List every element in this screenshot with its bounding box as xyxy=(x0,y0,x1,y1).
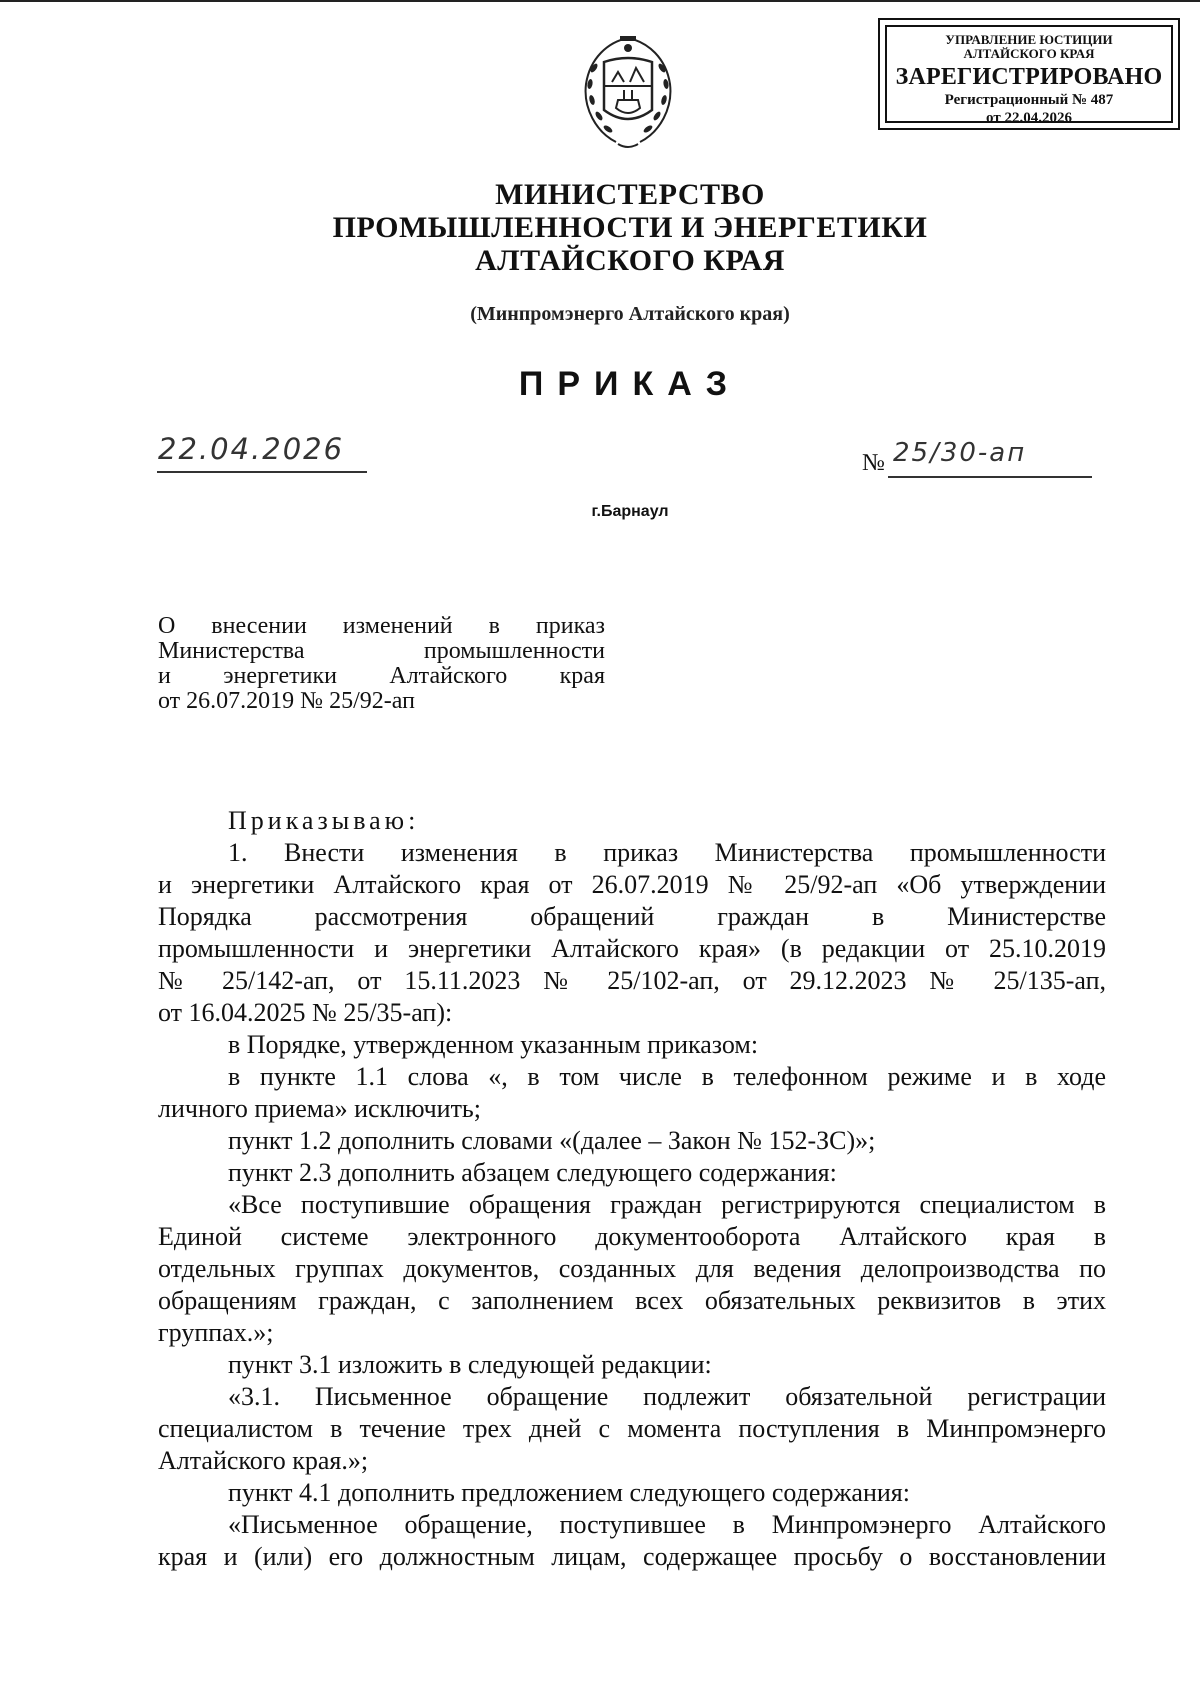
subject-line: Министерства промышленности xyxy=(158,638,605,664)
stamp-registered-text: ЗАРЕГИСТРИРОВАНО xyxy=(895,64,1163,90)
number-underline xyxy=(888,476,1092,478)
subject-line: и энергетики Алтайского края xyxy=(158,663,605,689)
stamp-authority xyxy=(887,33,1171,61)
body-line: пункт 1.2 дополнить словами «(далее – Закон № 152-ЗС)»; xyxy=(228,1126,876,1155)
body-line: в Порядке, утвержденном указанным приказом: xyxy=(228,1030,759,1059)
coat-of-arms-icon xyxy=(568,28,688,152)
body-line: от 16.04.2025 № 25/35-ап): xyxy=(158,998,453,1027)
body-line: Единой системе электронного документооборота Алтайского края в xyxy=(158,1222,1106,1251)
stamp-authority-line1: УПРАВЛЕНИЕ ЮСТИЦИИ xyxy=(945,32,1113,47)
body-line: промышленности и энергетики Алтайского края» (в редакции от 25.10.2019 xyxy=(158,934,1106,963)
body-line: № 25/142-ап, от 15.11.2023 № 25/102-ап, от 29.12.2023 № 25/135-ап, xyxy=(158,966,1106,995)
body-line: в пункте 1.1 слова «, в том числе в телефонном режиме и в ходе xyxy=(228,1062,1106,1091)
body-line: и энергетики Алтайского края от 26.07.2019 № 25/92-ап «Об утверждении xyxy=(158,870,1106,899)
body-line: пункт 4.1 дополнить предложением следующего содержания: xyxy=(228,1478,910,1507)
stamp-inner-frame xyxy=(885,25,1173,126)
body-line: пункт 2.3 дополнить абзацем следующего содержания: xyxy=(228,1158,837,1187)
body-line: группах.»; xyxy=(158,1318,274,1347)
stamp-reg-number: Регистрационный № 487 xyxy=(944,92,1114,108)
stamp-authority-line2: АЛТАЙСКОГО КРАЯ xyxy=(963,46,1095,61)
stamp-reg-date: от 22.04.2026 xyxy=(986,110,1072,126)
ministry-title-line3: АЛТАЙСКОГО КРАЯ xyxy=(475,244,785,277)
order-subject xyxy=(158,614,605,714)
document-type-title: ПРИКАЗ xyxy=(518,365,742,403)
body-line: Алтайского края.»; xyxy=(158,1446,369,1475)
order-date: 22.04.2026 xyxy=(158,432,345,466)
order-clause-intro: Приказываю: xyxy=(228,806,420,835)
body-line: пункт 3.1 изложить в следующей редакции: xyxy=(228,1350,712,1379)
ministry-abbreviation: (Минпромэнерго Алтайского края) xyxy=(470,303,790,325)
body-line: обращениям граждан, с заполнением всех обязательных реквизитов в этих xyxy=(158,1286,1106,1315)
page-top-border xyxy=(0,0,1200,2)
ministry-title-line1: МИНИСТЕРСТВО xyxy=(495,178,765,211)
subject-line: от 26.07.2019 № 25/92-ап xyxy=(158,688,415,714)
body-line: отдельных группах документов, созданных для ведения делопроизводства по xyxy=(158,1254,1106,1283)
order-number: 25/30-ап xyxy=(893,438,1027,468)
city-name: г.Барнаул xyxy=(591,503,669,520)
body-line: края и (или) его должностным лицам, содержащее просьбу о восстановлении xyxy=(158,1542,1106,1571)
body-line: «3.1. Письменное обращение подлежит обязательной регистрации xyxy=(228,1382,1106,1411)
body-line: «Письменное обращение, поступившее в Минпромэнерго Алтайского xyxy=(228,1510,1106,1539)
date-underline xyxy=(157,471,367,473)
ministry-title-line2: ПРОМЫШЛЕННОСТИ И ЭНЕРГЕТИКИ xyxy=(332,211,928,244)
body-line: специалистом в течение трех дней с момента поступления в Минпромэнерго xyxy=(158,1414,1106,1443)
body-line: личного приема» исключить; xyxy=(158,1094,482,1123)
subject-line: О внесении изменений в приказ xyxy=(158,613,605,639)
registration-stamp xyxy=(878,18,1180,130)
body-line: «Все поступившие обращения граждан регистрируются специалистом в xyxy=(228,1190,1106,1219)
body-line: Порядка рассмотрения обращений граждан в Министерстве xyxy=(158,902,1106,931)
body-line: 1. Внести изменения в приказ Министерства промышленности xyxy=(228,838,1106,867)
order-number-label: № xyxy=(862,450,885,476)
